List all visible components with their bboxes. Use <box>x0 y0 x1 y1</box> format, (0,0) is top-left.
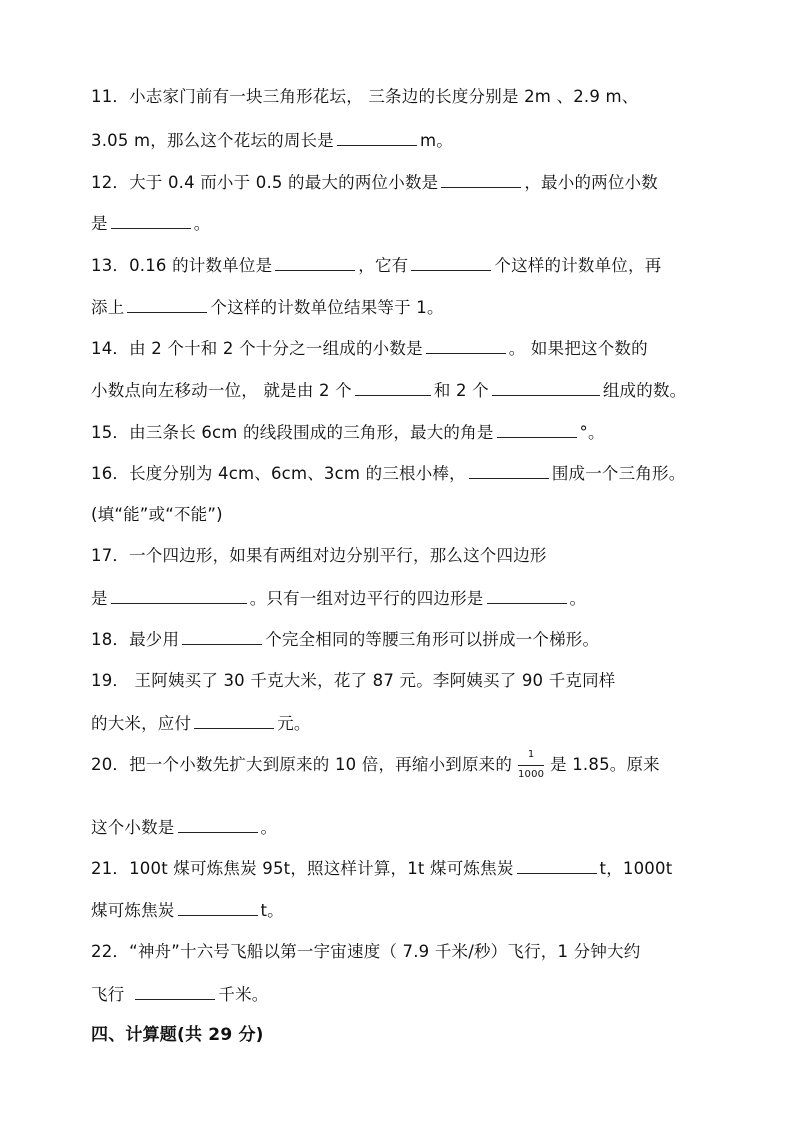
fraction-bar <box>518 765 544 766</box>
q13-text-4: 添上 <box>91 298 125 317</box>
fraction-one-thousandth <box>514 748 548 780</box>
q13-text-5: 个这样的计数单位结果等于 1。 <box>210 298 444 317</box>
q17-text-2: 是 <box>91 589 108 608</box>
section-title: 四、计算题(共 29 分) <box>91 1025 264 1045</box>
q16-line1 <box>91 462 685 485</box>
q19-text-2: 的大米，应付 <box>91 714 192 733</box>
answer-blank-q11[interactable] <box>337 129 417 146</box>
q16-text-2: 围成一个三角形。 <box>551 464 686 483</box>
q18-line <box>91 628 599 651</box>
answer-blank-q19[interactable] <box>194 712 274 729</box>
q21-text: 21．100t 煤可炼焦炭 95t，照这样计算，1t 煤可炼焦炭 <box>91 859 514 878</box>
q13-text-2: ，它有 <box>358 256 409 275</box>
q20-text-2: 是 1.85。原来 <box>550 755 660 774</box>
q22-text: 22．“神舟”十六号飞船以第一宇宙速度（ 7.9 千米/秒）飞行，1 分钟大约 <box>91 942 641 961</box>
q11-line1 <box>91 86 638 108</box>
answer-blank-q17-two-pairs[interactable] <box>111 587 247 604</box>
q21-line2 <box>91 899 284 922</box>
q12-text-3: 是 <box>91 214 108 233</box>
q20-line1 <box>91 748 660 780</box>
answer-blank-q13-add[interactable] <box>127 296 207 313</box>
q16-text: 16．长度分别为 4cm、6cm、3cm 的三根小棒， <box>91 464 466 483</box>
answer-blank-q14-unit1[interactable] <box>355 379 431 396</box>
q16-line2 <box>91 504 223 526</box>
q12-line2 <box>91 212 210 235</box>
q12-line1 <box>91 171 658 194</box>
q13-text: 13．0.16 的计数单位是 <box>91 256 273 275</box>
q11-text-2: 3.05 m，那么这个花坛的周长是 <box>91 131 334 150</box>
q21-unit: t。 <box>260 901 284 920</box>
answer-blank-q22[interactable] <box>135 983 215 1000</box>
q17-text: 17．一个四边形，如果有两组对边分别平行，那么这个四边形 <box>91 546 547 565</box>
answer-blank-q20[interactable] <box>178 816 258 833</box>
q18-text-2: 个完全相同的等腰三角形可以拼成一个梯形。 <box>265 630 600 649</box>
answer-blank-q21-1000t[interactable] <box>178 899 258 916</box>
q22-line2 <box>91 983 269 1006</box>
q17-line1 <box>91 545 547 567</box>
q17-line2 <box>91 587 586 610</box>
q22-text-2: 飞行 <box>91 985 125 1004</box>
answer-blank-q14-number[interactable] <box>426 337 506 354</box>
q11-unit: m。 <box>419 131 453 150</box>
q12-text: 12．大于 0.4 而小于 0.5 的最大的两位小数是 <box>91 173 439 192</box>
q21-text-3: 煤可炼焦炭 <box>91 901 175 920</box>
q22-line1 <box>91 941 640 963</box>
q21-text-2: t，1000t <box>599 859 673 878</box>
answer-blank-q15[interactable] <box>497 421 577 438</box>
answer-blank-q21-1t[interactable] <box>517 857 597 874</box>
answer-blank-q13-count[interactable] <box>411 254 491 271</box>
q20-text: 20．把一个小数先扩大到原来的 10 倍，再缩小到原来的 <box>91 755 513 774</box>
q22-unit: 千米。 <box>218 985 269 1004</box>
answer-blank-q18[interactable] <box>182 628 262 645</box>
q18-text: 18．最少用 <box>91 630 180 649</box>
q20-end: 。 <box>260 818 278 837</box>
q11-text: 11．小志家门前有一块三角形花坛， 三条边的长度分别是 2m 、2.9 m、 <box>91 87 639 106</box>
q14-text: 14．由 2 个十和 2 个十分之一组成的小数是 <box>91 339 423 358</box>
section-heading-calculation <box>91 1024 264 1046</box>
q16-hint: (填“能”或“不能”) <box>91 505 223 524</box>
q14-text-2: 。 如果把这个数的 <box>508 339 648 358</box>
q14-line1 <box>91 337 648 360</box>
q14-line2 <box>91 379 686 402</box>
q11-line2 <box>91 129 453 152</box>
q14-text-5: 组成的数。 <box>602 381 687 400</box>
q12-text-2: ，最小的两位小数 <box>524 173 658 192</box>
q13-text-3: 个这样的计数单位，再 <box>494 256 662 275</box>
answer-blank-q13-unit[interactable] <box>275 254 355 271</box>
q13-line1 <box>91 254 661 277</box>
q20-line2 <box>91 816 277 839</box>
fraction-numerator: 1 <box>527 748 535 760</box>
q17-text-3: 。只有一组对边平行的四边形是 <box>249 589 484 608</box>
q12-end: 。 <box>193 214 211 233</box>
answer-blank-q17-one-pair[interactable] <box>487 587 567 604</box>
q15-line <box>91 421 605 444</box>
q17-end: 。 <box>569 589 587 608</box>
answer-blank-q12-max[interactable] <box>441 171 521 188</box>
answer-blank-q12-min[interactable] <box>111 212 191 229</box>
fraction-denominator: 1000 <box>517 768 545 780</box>
q19-line1 <box>91 670 616 692</box>
q15-unit: °。 <box>579 423 605 442</box>
q19-line2 <box>91 712 311 735</box>
q13-line2 <box>91 296 444 319</box>
q15-text: 15．由三条长 6cm 的线段围成的三角形，最大的角是 <box>91 423 494 442</box>
q19-text: 19． 王阿姨买了 30 千克大米，花了 87 元。李阿姨买了 90 千克同样 <box>91 671 616 690</box>
q19-unit: 元。 <box>277 714 311 733</box>
answer-blank-q14-unit2[interactable] <box>492 379 600 396</box>
q21-line1 <box>91 857 672 880</box>
q14-text-4: 和 2 个 <box>433 381 489 400</box>
q20-text-3: 这个小数是 <box>91 818 175 837</box>
answer-blank-q16[interactable] <box>469 462 549 479</box>
q14-text-3: 小数点向左移动一位， 就是由 2 个 <box>91 381 352 400</box>
